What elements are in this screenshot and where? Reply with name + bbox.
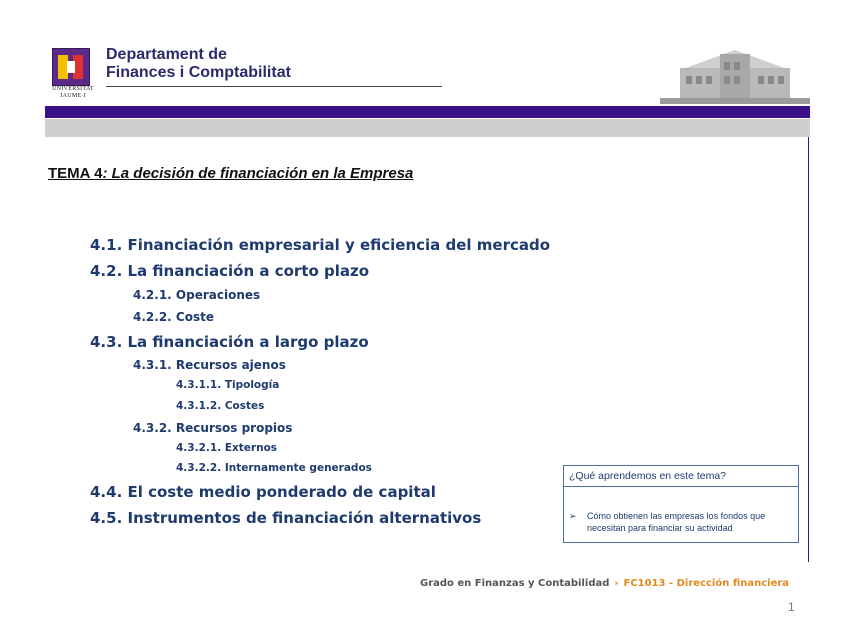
title-prefix: TEMA 4 [48, 165, 103, 182]
outline-item: 4.3.1.1. Tipología [176, 379, 280, 391]
outline-item: 4.2. La financiación a corto plazo [90, 262, 370, 280]
outline-item: 4.2.1. Operaciones [133, 288, 261, 302]
outline-item: 4.1. Financiación empresarial y eficiencia del mercado [90, 236, 551, 254]
learning-objectives-box [563, 465, 799, 543]
footer-separator-icon: › [614, 578, 619, 589]
header-bar-purple [45, 106, 810, 118]
footer-degree: Grado en Finanzas y Contabilidad [420, 578, 610, 589]
department-line1: Departament de [106, 46, 227, 63]
slide-footer [420, 578, 789, 589]
outline-item: 4.3.2.1. Externos [176, 442, 278, 454]
box-title: ¿Qué aprendemos en este tema? [569, 470, 727, 482]
outline-item: 4.3. La financiación a largo plazo [90, 333, 369, 351]
arrow-bullet-icon: ➢ [569, 511, 577, 521]
title-text: : La decisión de financiación en la Empresa [102, 165, 414, 182]
logo-emblem-icon [52, 48, 90, 86]
department-line2: Finances i Comptabilitat [106, 64, 291, 81]
building-image-icon [660, 40, 810, 104]
box-bullet-text: Cómo obtienen las empresas los fondos que necesitan para financiar su actividad [587, 511, 766, 533]
outline-item: 4.3.1.2. Costes [176, 400, 265, 412]
right-border-line [808, 137, 809, 562]
header-underline [106, 86, 442, 87]
box-divider [564, 486, 798, 487]
slide-title [48, 165, 413, 182]
logo-wordmark: UNIVERSITAT JAUME·I [52, 86, 94, 99]
outline-item: 4.3.2. Recursos propios [133, 421, 293, 435]
outline-item: 4.3.1. Recursos ajenos [133, 358, 286, 372]
department-name [106, 46, 291, 82]
outline-item: 4.2.2. Coste [133, 310, 214, 324]
page-number: 1 [788, 600, 795, 614]
outline-item: 4.3.2.2. Internamente generados [176, 462, 372, 474]
header-bar-grey [45, 119, 810, 137]
outline-item: 4.4. El coste medio ponderado de capital [90, 483, 436, 501]
outline-item: 4.5. Instrumentos de financiación alternativos [90, 509, 482, 527]
footer-course: FC1013 - Dirección financiera [623, 578, 790, 589]
